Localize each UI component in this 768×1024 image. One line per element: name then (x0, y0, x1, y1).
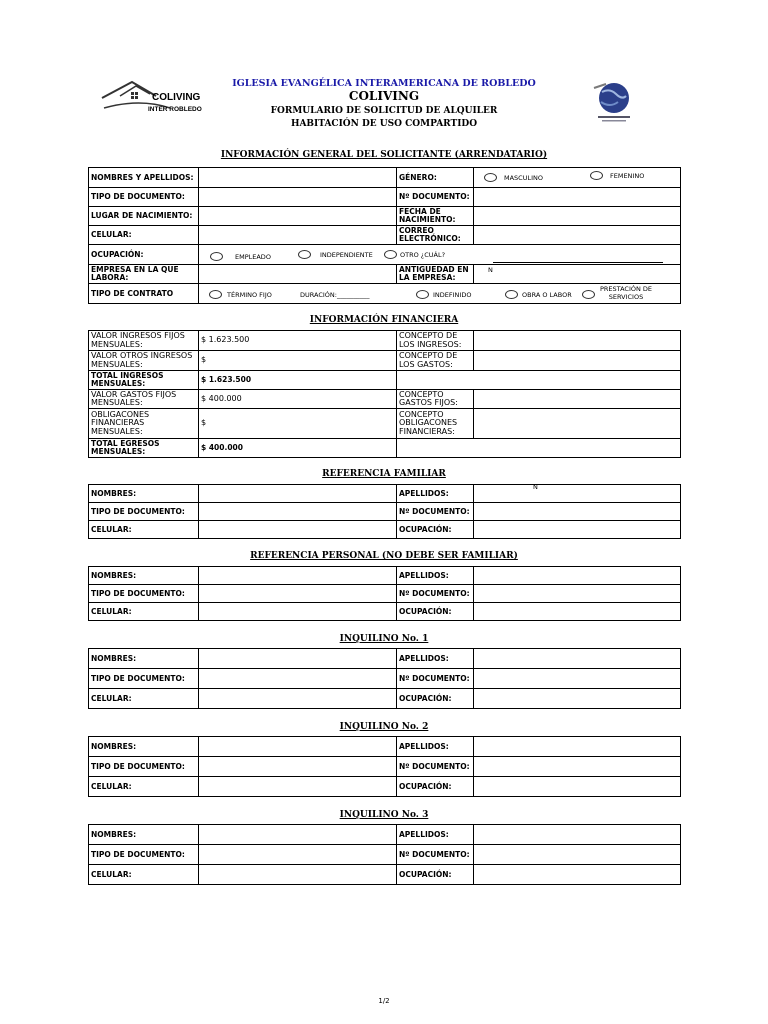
form-title: FORMULARIO DE SOLICITUD DE ALQUILER (270, 106, 498, 116)
value-total-ingresos: $ 1.623.500 (199, 371, 397, 390)
field-num-documento[interactable] (474, 585, 681, 603)
label-num-documento: Nº DOCUMENTO: (397, 188, 474, 207)
field-tipo-documento[interactable] (199, 757, 397, 777)
label-ocupacion: OCUPACIÓN: (397, 865, 474, 885)
field-antiguedad[interactable] (474, 265, 681, 284)
label-apellidos: APELLIDOS: (397, 737, 474, 757)
label-num-documento: Nº DOCUMENTO: (397, 669, 474, 689)
label-num-documento: Nº DOCUMENTO: (397, 585, 474, 603)
option-femenino: FEMENINO (610, 172, 645, 180)
option-independiente: INDEPENDIENTE (320, 251, 373, 259)
section-title-financiera: INFORMACIÓN FINANCIERA (309, 315, 459, 325)
option-indefinido: INDEFINIDO (433, 291, 472, 299)
field-apellidos[interactable] (474, 567, 681, 585)
field-num-documento[interactable] (474, 503, 681, 521)
field-celular[interactable] (199, 603, 397, 621)
field-nombres-apellidos[interactable] (199, 168, 397, 188)
label-tipo-documento: TIPO DE DOCUMENTO: (89, 503, 199, 521)
field-num-documento[interactable] (474, 845, 681, 865)
option-obra-labor: OBRA O LABOR (522, 291, 572, 299)
label-tipo-documento: TIPO DE DOCUMENTO: (89, 188, 199, 207)
ref-personal-table (88, 566, 681, 621)
label-total-egresos: TOTAL EGRESOS MENSUALES: (89, 439, 199, 458)
field-ocupacion[interactable] (474, 521, 681, 539)
label-tipo-documento: TIPO DE DOCUMENTO: (89, 669, 199, 689)
org-name: IGLESIA EVANGÉLICA INTERAMERICANA DE ROBLEDO (232, 78, 536, 89)
field-ocupacion[interactable] (474, 603, 681, 621)
label-concepto-gastos-fijos: CONCEPTO GASTOS FIJOS: (397, 390, 474, 409)
field-concepto-ingresos[interactable] (474, 331, 681, 351)
field-celular[interactable] (199, 689, 397, 709)
field-ocupacion[interactable] (474, 777, 681, 797)
ref-familiar-table (88, 484, 681, 539)
field-tipo-documento[interactable] (199, 188, 397, 207)
label-nombres-apellidos: NOMBRES Y APELLIDOS: (89, 168, 199, 188)
field-concepto-gastos[interactable] (474, 351, 681, 371)
form-subtitle: HABITACIÓN DE USO COMPARTIDO (290, 119, 478, 129)
inquilino-2-table (88, 736, 681, 797)
field-tipo-documento[interactable] (199, 669, 397, 689)
label-nombres: NOMBRES: (89, 485, 199, 503)
label-otros-ingresos: VALOR OTROS INGRESOS MENSUALES: (89, 351, 199, 371)
option-termino-fijo: TÉRMINO FIJO (227, 291, 272, 299)
option-empleado: EMPLEADO (235, 253, 271, 261)
radio-obra-labor[interactable] (505, 290, 518, 299)
radio-masculino[interactable] (484, 173, 497, 182)
page-number: 1/2 (378, 997, 390, 1005)
label-obligaciones: OBLIGACONES FINANCIERAS MENSUALES: (89, 409, 199, 439)
field-celular[interactable] (199, 777, 397, 797)
label-empresa: EMPRESA EN LA QUE LABORA: (89, 265, 199, 284)
field-num-documento[interactable] (474, 757, 681, 777)
field-ocupacion[interactable] (474, 689, 681, 709)
field-tipo-documento[interactable] (199, 845, 397, 865)
field-apellidos[interactable] (474, 649, 681, 669)
label-num-documento: Nº DOCUMENTO: (397, 845, 474, 865)
general-info-table (88, 167, 681, 304)
field-apellidos[interactable] (474, 485, 681, 503)
field-celular[interactable] (199, 226, 397, 245)
option-prestacion: PRESTACIÓN DE SERVICIOS (599, 285, 653, 302)
label-concepto-ingresos: CONCEPTO DE LOS INGRESOS: (397, 331, 474, 351)
label-nombres: NOMBRES: (89, 737, 199, 757)
label-tipo-documento: TIPO DE DOCUMENTO: (89, 585, 199, 603)
option-masculino: MASCULINO (504, 174, 543, 182)
field-concepto-gastos-fijos[interactable] (474, 390, 681, 409)
field-nombres[interactable] (199, 825, 397, 845)
field-total-ingresos-blank (397, 371, 681, 390)
label-num-documento: Nº DOCUMENTO: (397, 757, 474, 777)
brand-title: COLIVING (348, 89, 420, 103)
inquilino-1-table (88, 648, 681, 709)
label-celular: CELULAR: (89, 777, 199, 797)
antiguedad-value: N (488, 266, 493, 274)
label-apellidos: APELLIDOS: (397, 825, 474, 845)
radio-otro[interactable] (384, 250, 397, 259)
value-ingresos-fijos[interactable]: $ 1.623.500 (199, 331, 397, 351)
field-celular[interactable] (199, 865, 397, 885)
section-title-inquilino-3: INQUILINO No. 3 (339, 810, 429, 820)
ref-familiar-mark: N (533, 483, 538, 491)
label-tipo-contrato: TIPO DE CONTRATO (89, 284, 199, 304)
field-nombres[interactable] (199, 485, 397, 503)
radio-femenino[interactable] (590, 171, 603, 180)
field-num-documento[interactable] (474, 669, 681, 689)
field-lugar-nacimiento[interactable] (199, 207, 397, 226)
logo-text-coliving: COLIVING (152, 92, 201, 103)
field-empresa[interactable] (199, 265, 397, 284)
label-celular: CELULAR: (89, 689, 199, 709)
label-genero: GÉNERO: (397, 168, 474, 188)
option-otro: OTRO ¿CUÁL? (400, 251, 446, 259)
label-ingresos-fijos: VALOR INGRESOS FIJOS MENSUALES: (89, 331, 199, 351)
label-celular: CELULAR: (89, 603, 199, 621)
field-tipo-documento[interactable] (199, 585, 397, 603)
label-fecha-nacimiento: FECHA DE NACIMIENTO: (397, 207, 474, 226)
label-ocupacion: OCUPACIÓN: (89, 245, 199, 265)
field-concepto-obligaciones[interactable] (474, 409, 681, 439)
label-tipo-documento: TIPO DE DOCUMENTO: (89, 757, 199, 777)
field-apellidos[interactable] (474, 825, 681, 845)
field-celular[interactable] (199, 521, 397, 539)
option-duracion: DURACIÓN:__________ (300, 291, 370, 299)
field-total-egresos-blank (397, 439, 681, 458)
logo-text-interrobledo: INTER ROBLEDO (148, 106, 202, 113)
field-nombres[interactable] (199, 649, 397, 669)
label-total-ingresos: TOTAL INGRESOS MENSUALES: (89, 371, 199, 390)
label-celular: CELULAR: (89, 226, 199, 245)
label-apellidos: APELLIDOS: (397, 485, 474, 503)
label-concepto-obligaciones: CONCEPTO OBLIGACONES FINANCIERAS: (397, 409, 474, 439)
field-correo[interactable] (474, 226, 681, 245)
label-nombres: NOMBRES: (89, 649, 199, 669)
section-title-ref-familiar: REFERENCIA FAMILIAR (322, 469, 446, 479)
radio-empleado[interactable] (210, 252, 223, 261)
value-obligaciones[interactable]: $ (199, 409, 397, 439)
radio-prestacion[interactable] (582, 290, 595, 299)
label-antiguedad: ANTIGUEDAD EN LA EMPRESA: (397, 265, 474, 284)
label-gastos-fijos: VALOR GASTOS FIJOS MENSUALES: (89, 390, 199, 409)
radio-termino-fijo[interactable] (209, 290, 222, 299)
section-title-inquilino-2: INQUILINO No. 2 (339, 722, 429, 732)
label-correo: CORREO ELECTRÓNICO: (397, 226, 474, 245)
value-otros-ingresos[interactable]: $ (199, 351, 397, 371)
label-celular: CELULAR: (89, 521, 199, 539)
label-num-documento: Nº DOCUMENTO: (397, 503, 474, 521)
inquilino-3-table (88, 824, 681, 885)
label-apellidos: APELLIDOS: (397, 649, 474, 669)
field-nombres[interactable] (199, 737, 397, 757)
label-concepto-gastos: CONCEPTO DE LOS GASTOS: (397, 351, 474, 371)
field-ocupacion[interactable] (474, 865, 681, 885)
label-ocupacion: OCUPACIÓN: (397, 521, 474, 539)
label-ocupacion: OCUPACIÓN: (397, 777, 474, 797)
value-gastos-fijos[interactable]: $ 400.000 (199, 390, 397, 409)
radio-independiente[interactable] (298, 250, 311, 259)
label-celular: CELULAR: (89, 865, 199, 885)
label-nombres: NOMBRES: (89, 825, 199, 845)
label-ocupacion: OCUPACIÓN: (397, 689, 474, 709)
field-tipo-documento[interactable] (199, 503, 397, 521)
field-fecha-nacimiento[interactable] (474, 207, 681, 226)
label-tipo-documento: TIPO DE DOCUMENTO: (89, 845, 199, 865)
label-lugar-nacimiento: LUGAR DE NACIMIENTO: (89, 207, 199, 226)
section-title-inquilino-1: INQUILINO No. 1 (339, 634, 429, 644)
label-ocupacion: OCUPACIÓN: (397, 603, 474, 621)
label-nombres: NOMBRES: (89, 567, 199, 585)
field-nombres[interactable] (199, 567, 397, 585)
label-apellidos: APELLIDOS: (397, 567, 474, 585)
section-title-ref-personal: REFERENCIA PERSONAL (NO DEBE SER FAMILIAR) (250, 551, 518, 561)
financial-info-table (88, 330, 681, 458)
otro-cual-line[interactable] (493, 262, 663, 263)
section-title-general: INFORMACIÓN GENERAL DEL SOLICITANTE (ARRENDATARIO) (220, 150, 548, 160)
value-total-egresos: $ 400.000 (199, 439, 397, 458)
field-apellidos[interactable] (474, 737, 681, 757)
field-num-documento[interactable] (474, 188, 681, 207)
radio-indefinido[interactable] (416, 290, 429, 299)
